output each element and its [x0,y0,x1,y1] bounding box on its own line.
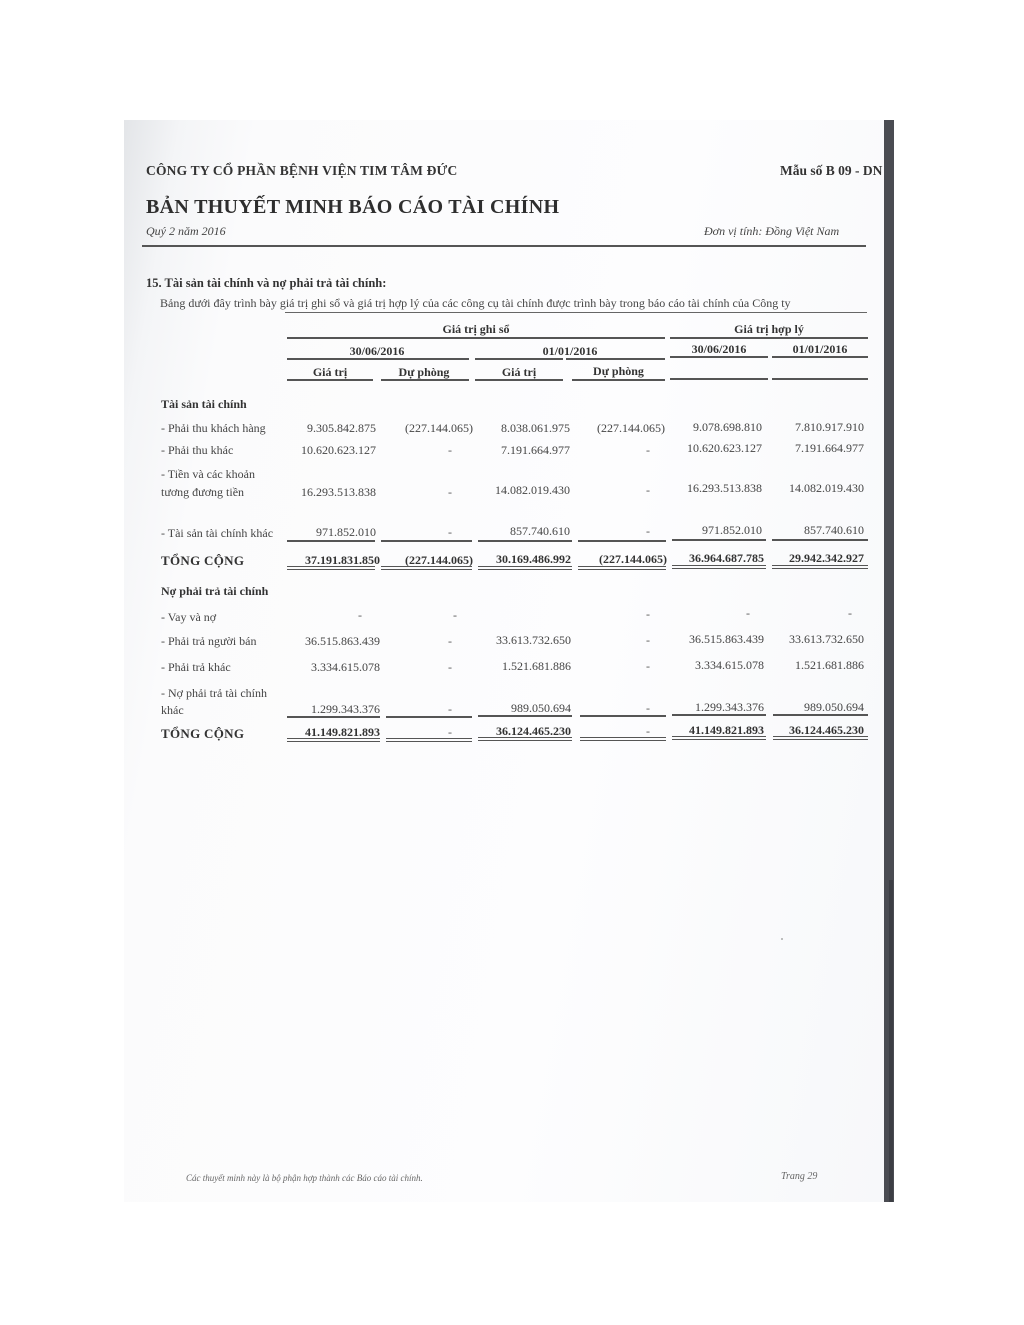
cell-value: - [646,701,650,715]
cell-value: - [448,443,452,457]
cell-value: - [646,483,650,497]
total-value: 41.149.821.893 [305,725,380,739]
total-double-rule [672,565,766,569]
cell-value: 857.740.610 [804,523,864,537]
total-double-rule [386,738,472,742]
row-label: tương đương tiền [161,485,245,499]
total-double-rule [381,566,472,570]
cell-value: - [448,525,452,539]
subtotal-rule [772,539,868,541]
header-divider [142,245,866,247]
cell-value: - [448,485,452,499]
header-rule [772,356,868,358]
cell-value: - [453,608,457,622]
header-rule [287,358,469,360]
cell-value: - [448,660,452,674]
total-double-rule [478,737,572,741]
date-header: 01/01/2016 [792,342,848,356]
cell-value: 10.620.623.127 [301,443,376,457]
total-value: 36.964.687.785 [689,551,764,565]
header-rule [772,378,868,380]
company-name: CÔNG TY CỔ PHẦN BỆNH VIỆN TIM TÂM ĐỨC [146,163,458,178]
cell-value: 9.305.842.875 [307,421,376,435]
section-intro: Bảng dưới đây trình bày giá trị ghi sổ và giá trị hợp lý của các công cụ tài chính được trình bày trong báo cáo tài chính của Công ty [160,296,791,310]
row-label: - Nợ phải trả tài chính [161,686,267,700]
cell-value: 1.299.343.376 [695,700,764,714]
cell-value: 33.613.732.650 [496,633,571,647]
scan-edge-shadow-lower [889,880,893,1202]
form-number: Mẫu số B 09 - DN [780,163,883,178]
footer-note: Các thuyết minh này là bộ phận hợp thành các Báo cáo tài chính. [186,1173,423,1183]
total-double-rule [672,736,766,740]
total-value: 29.942.342.927 [789,551,864,565]
total-double-rule [578,566,666,570]
subtotal-rule [478,540,572,542]
subtotal-rule [478,715,572,717]
cell-value: - [848,606,852,620]
row-label: - Tiền và các khoản [161,467,255,481]
cell-value: - [646,659,650,673]
assets-section-title: Tài sản tài chính [161,397,247,411]
header-rule [287,337,665,339]
cell-value: 8.038.061.975 [501,421,570,435]
cell-value: (227.144.065) [597,421,665,435]
header-rule [475,379,563,381]
row-label: - Vay và nợ [161,610,217,624]
total-double-rule [773,736,868,740]
cell-value: 971.852.010 [702,523,762,537]
section-heading: 15. Tài sản tài chính và nợ phải trả tài chính: [146,276,387,290]
row-label: - Phải trả người bán [161,634,257,648]
cell-value: 1.521.681.886 [502,659,571,673]
cell-value: 989.050.694 [804,700,864,714]
total-value: - [448,725,452,739]
cell-value: - [448,634,452,648]
subtotal-rule [386,716,472,718]
cell-value: 3.334.615.078 [311,660,380,674]
sub-header: Giá trị [312,365,348,379]
row-label: - Phải thu khác [161,443,234,457]
currency-unit: Đơn vị tính: Đồng Việt Nam [704,224,840,238]
header-rule [670,356,768,358]
row-label: khác [161,703,184,717]
total-value: - [646,724,650,738]
intro-underline [285,312,867,313]
sub-header: Giá trị [501,365,537,379]
cell-value: 7.191.664.977 [501,443,570,457]
total-double-rule [287,566,375,570]
cell-value: 9.078.698.810 [693,420,762,434]
total-label: TỔNG CỘNG [161,726,245,741]
total-value: (227.144.065) [405,553,473,567]
cell-value: 1.521.681.886 [795,658,864,672]
cell-value: 7.191.664.977 [795,441,864,455]
total-double-rule [287,738,380,742]
group-header-book-value: Giá trị ghi sổ [442,322,510,336]
cell-value: 857.740.610 [510,524,570,538]
cell-value: 16.293.513.838 [301,485,376,499]
page-number: Trang 29 [781,1171,818,1182]
cell-value: 14.082.019.430 [495,483,570,497]
cell-value: - [646,443,650,457]
cell-value: - [646,607,650,621]
cell-value: - [358,608,362,622]
cell-value: 1.299.343.376 [311,702,380,716]
row-label: - Phải thu khách hàng [161,421,266,435]
cell-value: - [646,633,650,647]
sub-header: Dự phòng [593,364,644,378]
row-label: - Tài sản tài chính khác [161,526,274,540]
total-value: 36.124.465.230 [789,723,864,737]
document-title: BẢN THUYẾT MINH BÁO CÁO TÀI CHÍNH [146,196,560,218]
total-double-rule [772,565,868,569]
header-rule [572,379,665,381]
cell-value: - [448,702,452,716]
header-rule [670,378,768,380]
header-rule [381,379,469,381]
group-header-fair-value: Giá trị hợp lý [734,322,804,336]
header-rule [287,379,373,381]
subtotal-rule [287,716,380,718]
total-value: 30.169.486.992 [496,552,571,566]
cell-value: 14.082.019.430 [789,481,864,495]
scan-artifact [781,938,783,940]
subtotal-rule [773,714,868,716]
date-header: 30/06/2016 [349,344,405,358]
total-double-rule [478,566,572,570]
cell-value: 3.334.615.078 [695,658,764,672]
subtotal-rule [578,540,666,542]
header-rule [566,358,665,360]
reporting-period: Quý 2 năm 2016 [146,224,226,238]
header-rule [475,358,563,360]
cell-value: 10.620.623.127 [687,441,762,455]
date-header: 01/01/2016 [542,344,598,358]
cell-value: 36.515.863.439 [689,632,764,646]
total-value: (227.144.065) [599,552,667,566]
header-rule [670,337,868,339]
liabilities-section-title: Nợ phải trả tài chính [161,584,269,598]
subtotal-rule [381,540,472,542]
total-label: TỔNG CỘNG [161,553,245,568]
cell-value: 36.515.863.439 [305,634,380,648]
subtotal-rule [672,539,766,541]
cell-value: 7.810.917.910 [795,420,864,434]
total-value: 37.191.831.850 [305,553,380,567]
cell-value: - [646,524,650,538]
cell-value: 989.050.694 [511,701,571,715]
subtotal-rule [672,714,766,716]
subtotal-rule [287,540,375,542]
row-label: - Phải trả khác [161,660,231,674]
cell-value: (227.144.065) [405,421,473,435]
sub-header: Dự phòng [398,365,450,379]
total-value: 41.149.821.893 [689,723,764,737]
cell-value: 33.613.732.650 [789,632,864,646]
cell-value: 971.852.010 [316,525,376,539]
cell-value: - [746,606,750,620]
cell-value: 16.293.513.838 [687,481,762,495]
date-header: 30/06/2016 [691,342,747,356]
total-value: 36.124.465.230 [496,724,571,738]
subtotal-rule [580,715,666,717]
total-double-rule [580,737,666,741]
